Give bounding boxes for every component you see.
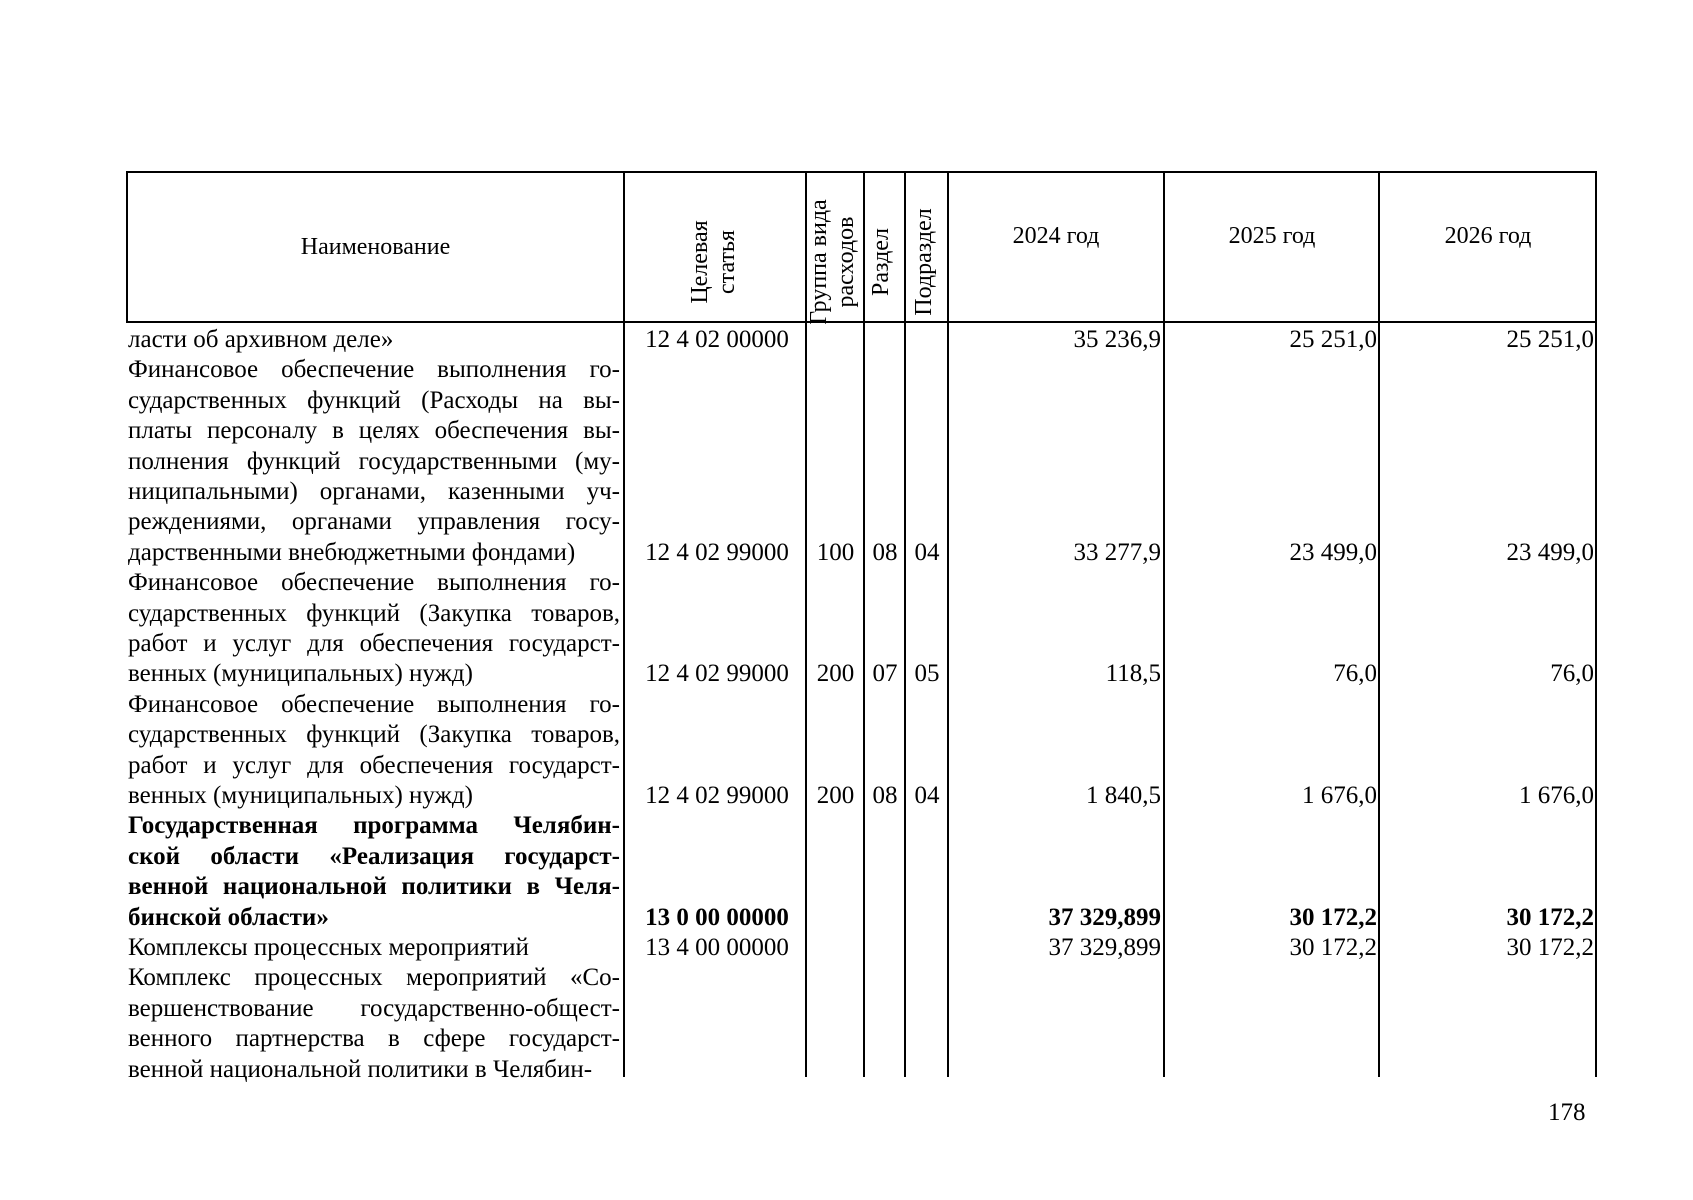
row-name-line: сударственных функций (Закупка товаров, <box>128 721 620 749</box>
row-target-article: 12 4 02 99000 <box>645 538 789 566</box>
row-target-article: 13 4 00 00000 <box>645 934 789 961</box>
row-expense-group: 100 <box>816 538 855 566</box>
header-target-article <box>687 188 743 336</box>
row-name-line: венного партнерства в сфере государст- <box>128 1025 620 1053</box>
row-name-line: Финансовое обеспечение выполнения го- <box>128 690 620 718</box>
row-value-2024: 118,5 <box>1105 660 1161 688</box>
row-subsection: 04 <box>914 538 940 566</box>
row-name-line: Финансовое обеспечение выполнения го- <box>128 356 620 384</box>
row-value-2024: 1 840,5 <box>1086 782 1161 809</box>
col-border-4 <box>904 171 906 1077</box>
row-name-line: вершенствование государственно-общест- <box>128 994 620 1022</box>
row-name <box>128 690 620 812</box>
row-name-line: Комплексы процессных мероприятий <box>128 934 529 961</box>
header-subsection: Подраздел <box>911 208 937 316</box>
row-name-line: сударственных функций (Расходы на вы- <box>128 386 620 414</box>
row-section: 08 <box>872 782 898 809</box>
row-name-line: ской области «Реализация государст- <box>128 842 620 870</box>
row-value-2026: 25 251,0 <box>1506 326 1594 353</box>
header-expense-group-line1: Группа вида <box>806 199 832 325</box>
row-name-line: работ и услуг для обеспечения государст- <box>128 629 620 657</box>
row-target-article: 12 4 02 99000 <box>645 782 789 809</box>
row-value-2025: 76,0 <box>1333 660 1377 688</box>
header-section: Раздел <box>868 228 894 296</box>
row-expense-group: 200 <box>816 782 855 809</box>
row-value-2024: 35 236,9 <box>1073 326 1161 353</box>
row-name-line: бинской области» <box>128 903 329 931</box>
row-name <box>128 811 620 933</box>
row-value-2024: 33 277,9 <box>1073 538 1161 566</box>
row-subsection: 05 <box>914 660 940 688</box>
row-value-2024: 37 329,899 <box>1048 903 1161 931</box>
header-2024: 2024 год <box>1012 223 1100 249</box>
row-name <box>128 325 620 355</box>
col-border-8 <box>1595 171 1597 1077</box>
header-2025: 2025 год <box>1228 223 1316 249</box>
row-name-line: ласти об архивном деле» <box>128 326 394 353</box>
row-subsection: 04 <box>914 782 940 809</box>
row-name-line: венной национальной политики в Челябин- <box>128 1055 593 1083</box>
row-value-2025: 25 251,0 <box>1289 326 1377 353</box>
row-name-line: сударственных функций (Закупка товаров, <box>128 599 620 627</box>
row-name-line: ниципальными) органами, казенными уч- <box>128 477 620 505</box>
col-border-1 <box>623 171 625 1077</box>
header-name: Наименование <box>300 234 451 260</box>
header-target-article-line2: статья <box>714 230 740 294</box>
row-name <box>128 355 620 568</box>
row-name-line: венной национальной политики в Челя- <box>128 873 620 901</box>
row-name-line: работ и услуг для обеспечения государст- <box>128 751 620 779</box>
row-target-article: 12 4 02 99000 <box>645 660 789 688</box>
header-expense-group-line2: расходов <box>833 216 859 308</box>
row-value-2025: 23 499,0 <box>1289 538 1377 566</box>
row-target-article: 13 0 00 00000 <box>645 903 789 931</box>
row-name-line: реждениями, органами управления госу- <box>128 508 620 536</box>
row-value-2025: 1 676,0 <box>1302 782 1377 809</box>
row-value-2026: 30 172,2 <box>1506 903 1594 931</box>
row-target-article: 12 4 02 00000 <box>645 326 789 353</box>
row-name-line: Комплекс процессных мероприятий «Со- <box>128 964 620 992</box>
row-value-2026: 23 499,0 <box>1506 538 1594 566</box>
row-section: 07 <box>872 660 898 688</box>
row-name-line: дарственными внебюджетными фондами) <box>128 538 576 566</box>
row-value-2026: 76,0 <box>1550 660 1594 688</box>
row-expense-group: 200 <box>816 660 855 688</box>
row-value-2025: 30 172,2 <box>1289 903 1377 931</box>
row-name-line: платы персоналу в целях обеспечения вы- <box>128 417 620 445</box>
row-section: 08 <box>872 538 898 566</box>
row-name-line: Государственная программа Челябин- <box>128 812 620 840</box>
header-2026: 2026 год <box>1444 223 1532 249</box>
row-name-line: полнения функций государственными (му- <box>128 447 620 475</box>
row-name <box>128 933 620 963</box>
row-name-line: Финансовое обеспечение выполнения го- <box>128 569 620 597</box>
row-value-2025: 30 172,2 <box>1289 934 1377 961</box>
row-name <box>128 568 620 690</box>
header-expense-group <box>806 188 862 336</box>
row-value-2026: 1 676,0 <box>1519 782 1594 809</box>
col-border-3 <box>863 171 865 1077</box>
row-value-2024: 37 329,899 <box>1048 934 1161 961</box>
header-target-article-line1: Целевая <box>687 220 713 304</box>
row-name-line: венных (муниципальных) нужд) <box>128 660 473 688</box>
row-name <box>128 963 620 1085</box>
row-name-line: венных (муниципальных) нужд) <box>128 781 473 809</box>
page-number: 178 <box>1548 1099 1586 1126</box>
row-value-2026: 30 172,2 <box>1506 934 1594 961</box>
